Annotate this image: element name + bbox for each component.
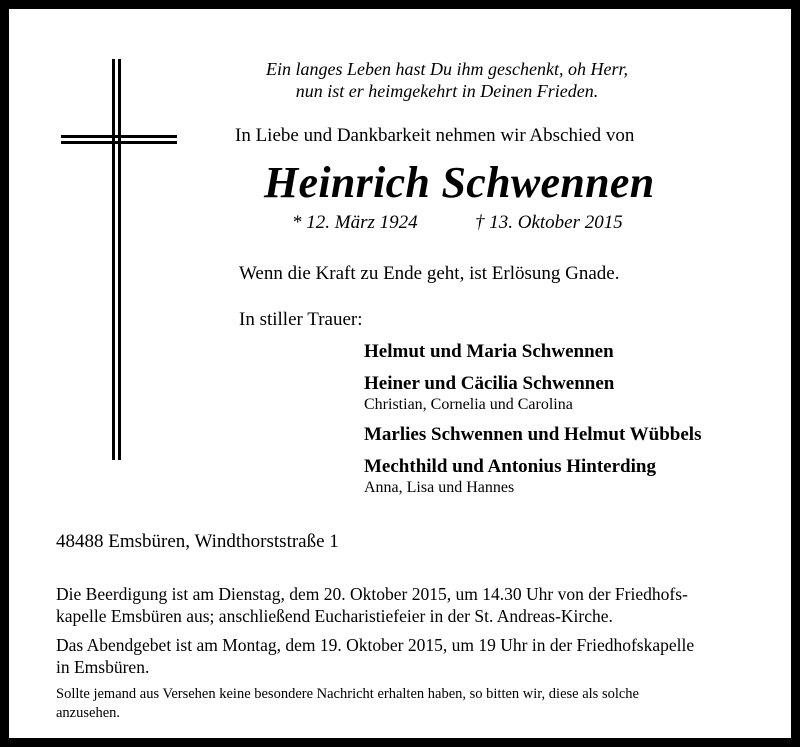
notice-line-1: Sollte jemand aus Versehen keine besondere Nachricht erhalten haben, so bitten wir, diese als solche bbox=[56, 686, 639, 702]
deceased-name: Heinrich Schwennen bbox=[264, 158, 655, 207]
intro-text: In Liebe und Dankbarkeit nehmen wir Abschied von bbox=[235, 125, 635, 146]
birth-date: * 12. März 1924 bbox=[292, 212, 418, 233]
mourner-children: Christian, Cornelia und Carolina bbox=[364, 396, 573, 413]
evening-prayer-line-1: Das Abendgebet ist am Montag, dem 19. Oktober 2015, um 19 Uhr in der Friedhofskapelle bbox=[56, 635, 695, 655]
verse-line-2: nun ist er heimgekehrt in Deinen Frieden. bbox=[295, 81, 599, 101]
notice-line-2: anzusehen. bbox=[56, 705, 121, 721]
death-date: † 13. Oktober 2015 bbox=[475, 212, 623, 233]
cross-vertical-bar-left bbox=[112, 59, 115, 460]
mourner-children: Anna, Lisa und Hannes bbox=[364, 479, 515, 496]
cross-horizontal-bar-top bbox=[61, 135, 177, 138]
funeral-line-1: Die Beerdigung ist am Dienstag, dem 20. Oktober 2015, um 14.30 Uhr von der Friedhofs- bbox=[56, 584, 688, 604]
cross-horizontal-bar-bottom bbox=[61, 141, 177, 144]
cross-vertical-bar-right bbox=[118, 59, 121, 460]
mourner-name: Helmut und Maria Schwennen bbox=[364, 341, 614, 362]
address-text: 48488 Emsbüren, Windthorststraße 1 bbox=[56, 531, 339, 552]
funeral-line-2: kapelle Emsbüren aus; anschließend Eucharistiefeier in der St. Andreas-Kirche. bbox=[56, 606, 613, 626]
evening-prayer-line-2: in Emsbüren. bbox=[56, 657, 150, 677]
mourner-name: Marlies Schwennen und Helmut Wübbels bbox=[364, 424, 702, 445]
mourner-name: Mechthild und Antonius Hinterding bbox=[364, 456, 656, 477]
verse-line-1: Ein langes Leben hast Du ihm geschenkt, oh Herr, bbox=[266, 59, 628, 79]
quote-text: Wenn die Kraft zu Ende geht, ist Erlösung Gnade. bbox=[239, 263, 620, 284]
mourning-label: In stiller Trauer: bbox=[239, 309, 363, 330]
mourner-name: Heiner und Cäcilia Schwennen bbox=[364, 373, 615, 394]
